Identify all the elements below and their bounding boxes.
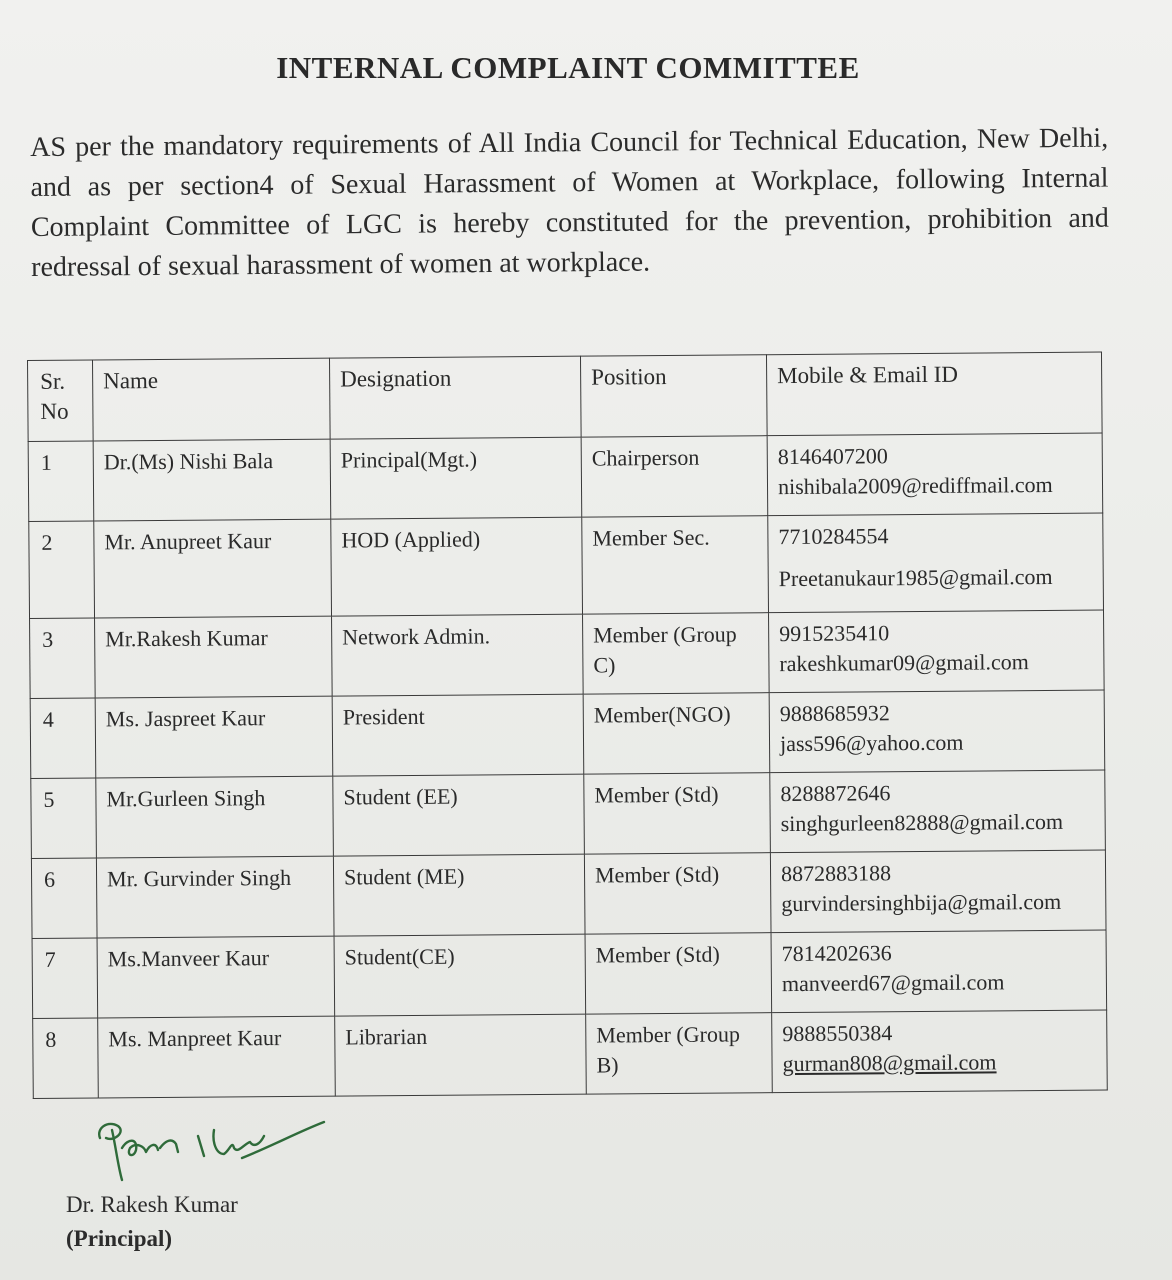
cell-contact: [771, 930, 1107, 1013]
cell-designation: Librarian: [335, 1014, 587, 1096]
signatory-name: Dr. Rakesh Kumar: [66, 1192, 238, 1217]
cell-position: Member(NGO): [583, 693, 770, 774]
table-row: [29, 513, 1104, 618]
cell-mobile: 8146407200: [777, 443, 888, 470]
cell-position: Member (Group C): [583, 613, 770, 694]
cell-designation: Network Admin.: [332, 614, 584, 696]
table-row: [30, 610, 1105, 698]
cell-name: Mr. Anupreet Kaur: [94, 519, 332, 618]
signature-stroke: [99, 1124, 122, 1180]
signature-stroke: [198, 1136, 204, 1156]
signatory-title: (Principal): [66, 1226, 173, 1251]
cell-email-link[interactable]: gurman808@gmail.com: [782, 1049, 997, 1077]
document-title: INTERNAL COMPLAINT COMMITTEE: [276, 50, 860, 85]
cell-name: Ms. Jaspreet Kaur: [95, 696, 333, 778]
cell-email: rakeshkumar09@gmail.com: [779, 649, 1029, 677]
cell-mobile: 9915235410: [779, 620, 890, 647]
table-row: [31, 850, 1106, 938]
cell-name: Ms.Manveer Kaur: [97, 936, 335, 1018]
cell-mobile: 9888685932: [779, 700, 890, 727]
cell-contact: [767, 433, 1103, 516]
cell-name: Mr.Rakesh Kumar: [95, 616, 333, 698]
cell-name: Mr. Gurvinder Singh: [96, 856, 334, 938]
cell-designation: Student(CE): [334, 934, 586, 1016]
cell-mobile: 7814202636: [781, 940, 892, 967]
table-header-row: [28, 352, 1103, 441]
cell-position: Member Sec.: [582, 516, 769, 614]
table-row: [33, 1010, 1108, 1098]
cell-designation: Student (EE): [333, 774, 585, 856]
cell-sr: 4: [30, 698, 96, 779]
cell-mobile: 9888550384: [782, 1020, 893, 1047]
cell-position: Member (Group B): [586, 1013, 773, 1094]
cell-designation: Student (ME): [333, 854, 585, 936]
header-name: Name: [93, 358, 331, 441]
cell-contact: [769, 610, 1105, 693]
cell-sr: 2: [29, 521, 95, 619]
cell-email: singhgurleen82888@gmail.com: [780, 808, 1064, 837]
cell-sr: 5: [31, 778, 97, 859]
cell-email: jass596@yahoo.com: [779, 729, 964, 757]
cell-email: gurvindersinghbija@gmail.com: [781, 888, 1062, 917]
cell-name: Dr.(Ms) Nishi Bala: [93, 439, 331, 521]
cell-email: nishibala2009@rediffmail.com: [777, 471, 1053, 500]
cell-email: Preetanukaur1985@gmail.com: [778, 563, 1053, 592]
cell-contact: [768, 513, 1104, 613]
cell-name: Mr.Gurleen Singh: [96, 776, 334, 858]
cell-mobile: 7710284554: [778, 523, 889, 550]
cell-sr: 1: [28, 441, 94, 522]
committee-table: [27, 352, 1108, 1099]
cell-name: Ms. Manpreet Kaur: [98, 1016, 336, 1098]
signature-stroke: [122, 1141, 158, 1155]
cell-sr: 8: [33, 1018, 99, 1099]
cell-email: manveerd67@gmail.com: [781, 969, 1005, 997]
cell-sr: 3: [30, 618, 96, 699]
intro-paragraph: AS per the mandatory requirements of All India Council for Technical Education, New Delhi, and as per section4 of Sexual Harassment of Women at Workplace, following Internal Complaint Committee of LGC is hereby constituted for the prevention, prohibition and redressal of sexual harassment of women at workplace.: [30, 122, 1109, 283]
cell-contact: [772, 1010, 1108, 1093]
cell-sr: 7: [32, 938, 98, 1019]
table-row: [32, 930, 1107, 1018]
cell-designation: President: [332, 694, 584, 776]
signature-stroke: [213, 1130, 264, 1154]
header-sr-line1: Sr.: [40, 368, 66, 394]
cell-position: Member (Std): [584, 773, 771, 854]
table-row: [28, 433, 1103, 521]
cell-position: Member (Std): [584, 853, 771, 934]
cell-mobile: 8288872646: [780, 780, 891, 807]
cell-designation: Principal(Mgt.): [330, 437, 582, 519]
cell-designation: HOD (Applied): [331, 517, 583, 616]
handwritten-signature: [92, 1108, 332, 1188]
table-row: [30, 690, 1105, 778]
header-sr-no: [28, 360, 94, 442]
header-sr-line2: No: [40, 398, 69, 424]
cell-contact: [769, 690, 1105, 773]
signature-stroke: [242, 1122, 324, 1158]
header-designation: Designation: [329, 356, 581, 439]
cell-contact: [770, 850, 1106, 933]
cell-position: Chairperson: [581, 436, 768, 517]
signature-strokes: [99, 1122, 324, 1180]
header-contact: Mobile & Email ID: [766, 352, 1102, 436]
cell-contact: [770, 770, 1106, 853]
committee-table-container: [27, 352, 1108, 1099]
table-row: [31, 770, 1106, 858]
header-position: Position: [580, 355, 767, 437]
cell-position: Member (Std): [585, 933, 772, 1014]
signature-stroke: [160, 1141, 178, 1152]
cell-mobile: 8872883188: [780, 860, 892, 887]
cell-sr: 6: [31, 858, 97, 939]
